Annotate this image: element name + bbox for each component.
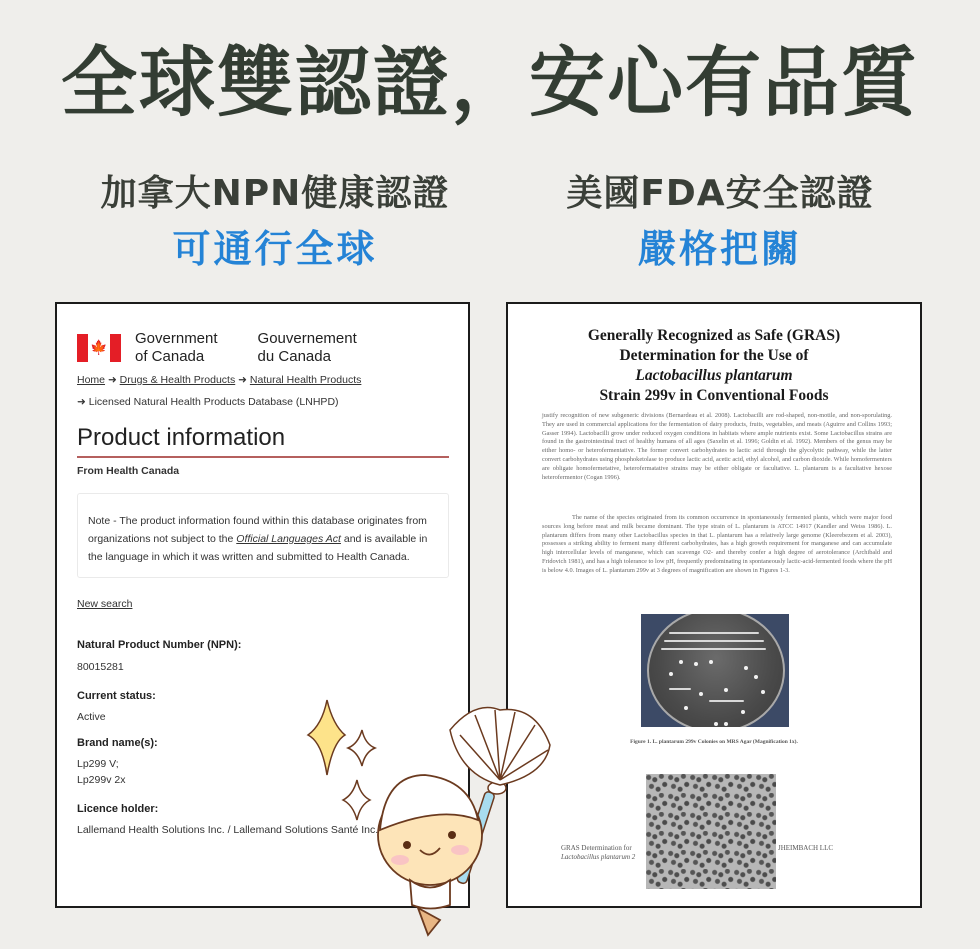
- npn-value: 80015281: [77, 661, 124, 673]
- petri-dish-image: [641, 614, 789, 727]
- document-footer-right: JHEIMBACH LLC: [778, 844, 834, 852]
- page-headline: 全球雙認證，安心有品質: [61, 38, 919, 127]
- right-column-title: 美國FDA安全認證: [566, 173, 874, 214]
- npn-label: Natural Product Number (NPN):: [77, 639, 242, 651]
- canada-npn-certificate-card: [55, 302, 470, 908]
- microscope-image: [646, 774, 776, 889]
- gras-title: Generally Recognized as Safe (GRAS) Determination for the Use of Lactobacillus plantarum Strain 299v in Conventional Foods: [587, 327, 841, 404]
- government-of-canada-header: [77, 330, 397, 366]
- status-value: Active: [77, 711, 106, 723]
- figure-caption: Figure 1. L. plantarum 299v Colonies on MRS Agar (Magnification 1x).: [630, 739, 798, 745]
- gov-name-fr: Gouvernement du Canada: [257, 330, 357, 365]
- breadcrumb: [77, 374, 361, 386]
- breadcrumb-drugs-health[interactable]: Drugs & Health Products: [119, 374, 236, 386]
- fda-gras-document-card: [506, 302, 922, 908]
- breadcrumb-home[interactable]: Home: [77, 374, 106, 386]
- official-languages-act-link[interactable]: Official Languages Act: [236, 533, 341, 545]
- document-footer-left: GRAS Determination for Lactobacillus plantarum 2: [561, 844, 636, 861]
- breadcrumb-natural-health[interactable]: Natural Health Products: [249, 374, 362, 386]
- right-column-subtitle: 嚴格把關: [637, 227, 802, 271]
- arrow-right-icon: ➜: [77, 396, 86, 408]
- page-title: Product information: [77, 424, 286, 451]
- new-search-link[interactable]: New search: [77, 598, 133, 610]
- brand-values: Lp299 V; Lp299v 2x: [77, 758, 126, 786]
- licence-holder-label: Licence holder:: [77, 803, 159, 815]
- gras-paragraph-2: The name of the species originated from its common occurrence in spontaneously fermented plants, which were major food sources long before meat and milk became dominant. The type strain of L. plantarum is ATCC 14917 (Kandler and Weiss 1986). L. plantarum differs from many other Lactobacillus species in that L. plantarum has a relatively large genome (Kleerebezem et al. 2003), possesses a striking ability to ferment many different carbohydrates, has a high growth requirement for manganese and can accumulate high intercellular levels of manganese, which can scavenge O2- and thereby confer a high degree of aerotolerance (Archibald and Fridovich 1981), and has a high tolerance to low pH, frequently predominating in spontaneously lactic-acid-fermented foods where the pH is below 4.0. Images of L. plantarum 299v at 3 degrees of magnification are shown in Figures 1-3.: [542, 514, 892, 574]
- note-box: Note - The product information found within this database originates from organizations not subject to the Official Languages Act and is available in the language in which it was written and submitted to Health Canada.: [77, 493, 449, 578]
- status-label: Current status:: [77, 690, 156, 702]
- title-divider: [77, 456, 449, 458]
- brand-label: Brand name(s):: [77, 737, 158, 749]
- gov-name-en: Government of Canada: [135, 330, 218, 365]
- from-line: From Health Canada: [77, 465, 180, 477]
- breadcrumb-lnhpd: Licensed Natural Health Products Database (LNHPD): [88, 396, 339, 408]
- left-column-subtitle: 可通行全球: [172, 227, 378, 271]
- breadcrumb-line-2: [77, 396, 339, 408]
- arrow-right-icon: ➜: [238, 374, 247, 386]
- left-column-title: 加拿大NPN健康認證: [100, 173, 450, 214]
- health-canada-link[interactable]: Health Canada: [106, 465, 180, 477]
- licence-holder-value: Lallemand Health Solutions Inc. / Lallemand Solutions Santé Inc.: [77, 824, 379, 836]
- gras-paragraph-1: justify recognition of new subgeneric divisions (Bernardeau et al. 2008). Lactobacilli are rod-shaped, non-motile, and non-sporulating. They are used in commercial applications for the fermentation of dairy products, fruits, vegetables, and meats (Aguirre and Collins 1993; Gasser 1994). Lactobacilli grow under reduced oxygen conditions in habitats where ample nutrients exist. Some Lactobacillus strains are found in the gastrointestinal tract of healthy humans of all ages (Saxelin et al. 1996; Goldin et al. 1992). Members of the genus may be either homo- or heterofermentative. The former convert carbohydrates to lactic acid through the glycolytic pathway, while the latter convert carbohydrates using phosphoketolase to produce lactic acid, acetic acid, ethyl alcohol, and carbon dioxide. While homofermenters are obligate homofermetative, heterofermatative strains may be either obligate or facultative. L. plantarum is a facultative hexose heterofermentor (Cogan 1996).: [542, 412, 892, 481]
- canada-flag-icon: 🍁: [77, 334, 121, 362]
- arrow-right-icon: ➜: [107, 374, 117, 386]
